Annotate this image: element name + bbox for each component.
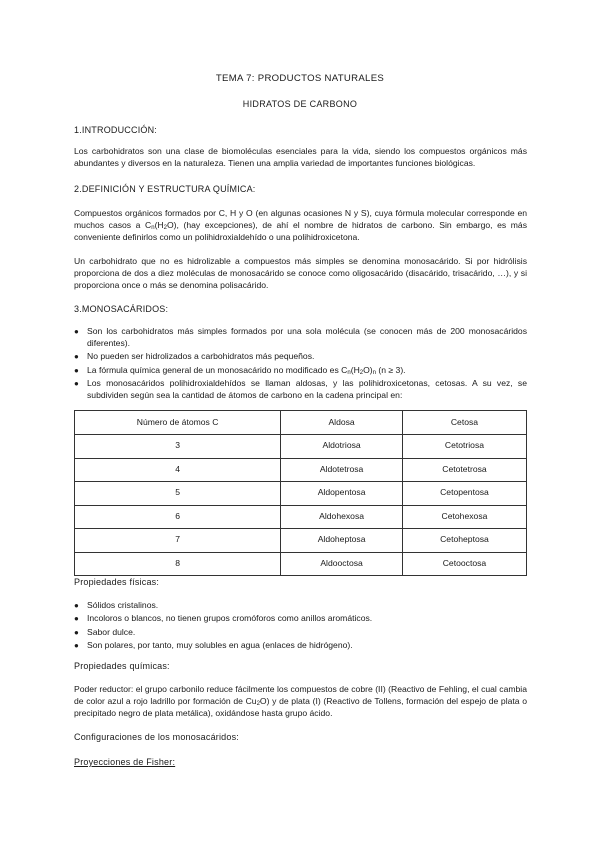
- table-cell: Aldotetrosa: [281, 458, 403, 482]
- table-row: [75, 482, 527, 506]
- fisher-heading: Proyecciones de Fisher:: [74, 757, 176, 767]
- table-header-cell: Aldosa: [281, 411, 403, 435]
- definition-text-2: Un carbohidrato que no es hidrolizable a compuestos más simples se denomina monosacárido. Si por hidrólisis proporciona de dos a diez moléculas de monosacárido se conoce como oligosacárido (disacárido, trisacárido, …), y si proporciona once o más se denomina polisacárido.: [74, 256, 527, 290]
- list-item-text: Sabor dulce.: [87, 626, 136, 637]
- list-item: [74, 326, 527, 350]
- table-cell: Cetotriosa: [402, 435, 526, 459]
- list-item: [74, 627, 527, 639]
- list-item: [74, 600, 527, 612]
- table-cell: Cetoheptosa: [402, 529, 526, 553]
- list-item-text: Son los carbohidratos más simples formados por una sola molécula (se conocen más de 200 monosacáridos diferentes).: [87, 326, 527, 348]
- table-row: [75, 529, 527, 553]
- document-title: TEMA 7: PRODUCTOS NATURALES: [215, 73, 385, 84]
- table-row: [75, 435, 527, 459]
- list-item-text: Incoloros o blancos, no tienen grupos cromóforos como anillos aromáticos.: [87, 613, 373, 624]
- list-item-text: O): [363, 364, 373, 375]
- bullet-icon: ●: [74, 365, 79, 375]
- table-cell: 5: [75, 482, 281, 506]
- list-item-text: Son polares, por tanto, muy solubles en agua (enlaces de hidrógeno).: [87, 640, 353, 651]
- table-header-row: [75, 411, 527, 435]
- definition-heading: 2.DEFINICIÓN Y ESTRUCTURA QUÍMICA:: [74, 184, 256, 194]
- list-item: [74, 640, 527, 652]
- table-cell: 7: [75, 529, 281, 553]
- chemical-heading: Propiedades químicas:: [74, 661, 170, 671]
- subscript-n: n: [372, 369, 377, 376]
- definition-text-1c: O), (hay excepciones), de ahí el nombre de hidratos de carbono. Sin embargo, es más conveniente definirlos como un polihidroxialdehído o una polihidroxicetona.: [74, 219, 527, 242]
- subscript-2: 2: [163, 224, 167, 231]
- definition-paragraph-1: [74, 208, 527, 244]
- list-item-text: No pueden ser hidrolizados a carbohidratos más pequeños.: [87, 351, 315, 362]
- table-row: [75, 505, 527, 529]
- chemical-text-b: O) y de plata (I) (Reactivo de Tollens, formación del espejo de plata o precipitado negro de plata metálica), oxidándose hasta grupo ácido.: [74, 695, 527, 718]
- list-item-text: Los monosacáridos polihidroxialdehídos se llaman aldosas, y las polihidroxicetonas, cetosas. A su vez, se subdividen según sea la cantidad de átomos de carbono en la cadena principal en:: [87, 377, 527, 400]
- list-item-text: La fórmula química general de un monosacárido no modificado es C: [87, 364, 348, 375]
- intro-paragraph: [74, 146, 527, 170]
- chemical-paragraph: [74, 684, 527, 720]
- table-cell: Aldotriosa: [281, 435, 403, 459]
- intro-heading: 1.INTRODUCCIÓN:: [74, 125, 158, 135]
- bullet-icon: ●: [74, 601, 79, 610]
- table-cell: 6: [75, 505, 281, 529]
- config-heading: Configuraciones de los monosacáridos:: [74, 732, 239, 742]
- physical-heading: Propiedades físicas:: [74, 577, 160, 587]
- carbon-table: [74, 410, 527, 576]
- monosaccharides-heading: 3.MONOSACÁRIDOS:: [74, 304, 169, 314]
- document-subtitle: HIDRATOS DE CARBONO: [242, 99, 358, 109]
- intro-text: Los carbohidratos son una clase de biomoléculas esenciales para la vida, siendo los compuestos orgánicos más abundantes y diversos en la naturaleza. Tienen una amplia variedad de importantes funciones biológicas.: [74, 146, 527, 168]
- subscript-2: 2: [359, 369, 364, 376]
- definition-paragraph-2: [74, 256, 527, 292]
- chemical-text-a: Poder reductor: el grupo carbonilo reduce fácilmente los compuestos de cobre (II) (Reactivo de Fehling, el cual cambia de color azul a rojo ladrillo por formación de Cu: [74, 684, 527, 706]
- monosaccharides-list: [74, 326, 527, 402]
- table-row: [75, 552, 527, 576]
- list-item-text: (n ≥ 3).: [376, 364, 406, 375]
- table-cell: Cetopentosa: [402, 482, 526, 506]
- physical-list: [74, 600, 527, 652]
- table-cell: Aldopentosa: [281, 482, 403, 506]
- bullet-icon: ●: [74, 378, 79, 388]
- table-cell: 4: [75, 458, 281, 482]
- table-cell: 3: [75, 435, 281, 459]
- table-cell: Cetooctosa: [402, 552, 526, 576]
- bullet-icon: ●: [74, 352, 79, 362]
- carbon-table-container: [74, 410, 527, 576]
- monosaccharides-list-container: [74, 326, 527, 403]
- list-item-text: Sólidos cristalinos.: [87, 600, 159, 610]
- subscript-2: 2: [256, 700, 260, 707]
- list-item: [74, 365, 527, 377]
- definition-text-1b: (H: [154, 219, 164, 230]
- table-cell: Cetohexosa: [402, 505, 526, 529]
- list-item: [74, 613, 527, 625]
- table-header-cell: Cetosa: [402, 411, 526, 435]
- bullet-icon: ●: [74, 641, 79, 651]
- definition-text-1: [74, 208, 527, 244]
- bullet-icon: ●: [74, 327, 79, 336]
- table-cell: Aldoheptosa: [281, 529, 403, 553]
- bullet-icon: ●: [74, 614, 79, 624]
- chemical-text: [74, 684, 527, 720]
- subscript-n: n: [151, 224, 155, 231]
- table-cell: 8: [75, 552, 281, 576]
- table-header-cell: Número de átomos C: [75, 411, 281, 435]
- table-row: [75, 458, 527, 482]
- physical-list-container: [74, 600, 527, 653]
- definition-text-1a: Compuestos orgánicos formados por C, H y O (en algunas ocasiones N y S), cuya fórmula molecular corresponde en muchos casos a C: [74, 208, 527, 230]
- table-cell: Cetotetrosa: [402, 458, 526, 482]
- table-cell: Aldooctosa: [281, 552, 403, 576]
- list-item-text: (H: [350, 364, 360, 375]
- subscript-n: n: [347, 369, 351, 376]
- list-item: [74, 351, 527, 363]
- bullet-icon: ●: [74, 627, 79, 637]
- list-item: [74, 378, 527, 402]
- table-cell: Aldohexosa: [281, 505, 403, 529]
